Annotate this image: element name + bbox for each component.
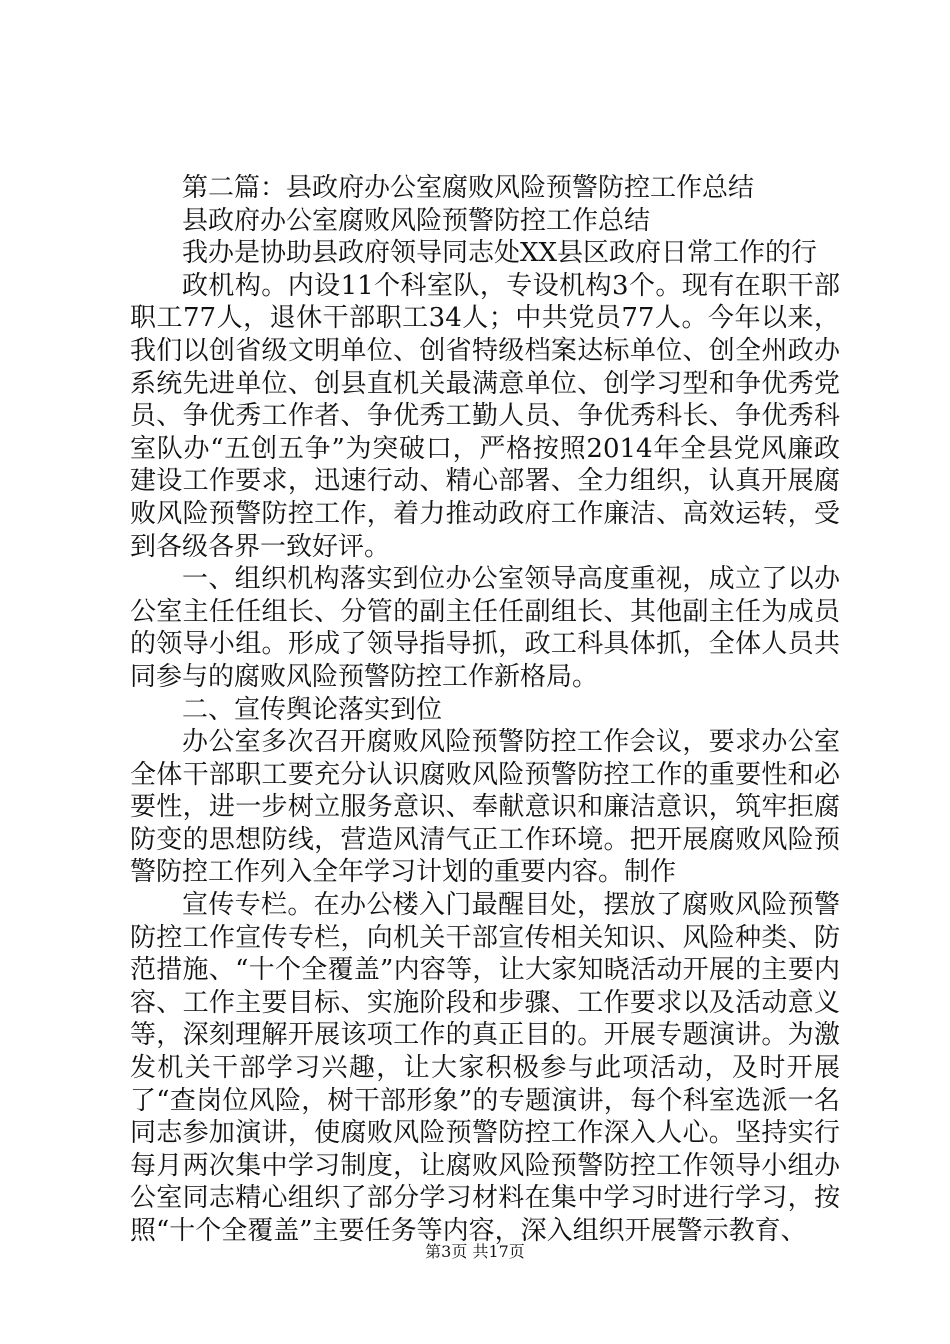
document-body: [130, 172, 840, 1248]
heading-publicity: 二、宣传舆论落实到位: [182, 694, 443, 725]
section-title: 第二篇：县政府办公室腐败风险预警防控工作总结: [182, 173, 755, 203]
paragraph-publicity-column: 宣传专栏。在办公楼入门最醒目处，摆放了腐败风险预警防控工作宣传专栏，向机关干部宣传相关知识、风险种类、防范措施、“十个全覆盖”内容等，让大家知晓活动开展的主要内容、工作主要目标、实施阶段和步骤、工作要求以及活动意义等，深刻理解开展该项工作的真正目的。开展专题演讲。为激发机关干部学习兴趣，让大家积极参与此项活动，及时开展了“查岗位风险，树干部形象”的专题演讲，每个科室选派一名同志参加演讲，使腐败风险预警防控工作深入人心。坚持实行每月两次集中学习制度，让腐败风险预警防控工作领导小组办公室同志精心组织了部分学习材料在集中学习时进行学习，按照“十个全覆盖”主要任务等内容，深入组织开展警示教育、: [130, 890, 840, 1246]
paragraph-intro-body: 政机构。内设11个科室队，专设机构3个。现有在职干部职工77人，退休干部职工34人；中共党员77人。今年以来，我们以创省级文明单位、创省特级档案达标单位、创全州政办系统先进单位、创县直机关最满意单位、创学习型和争优秀党员、争优秀工作者、争优秀工勤人员、争优秀科长、争优秀科室队办“五创五争”为突破口，严格按照2014年全县党风廉政建设工作要求，迅速行动、精心部署、全力组织，认真开展腐败风险预警防控工作，着力推动政府工作廉洁、高效运转，受到各级各界一致好评。: [130, 270, 840, 562]
paragraph-intro-first-line: 我办是协助县政府领导同志处XX县区政府日常工作的行: [182, 238, 818, 269]
document-subtitle: 县政府办公室腐败风险预警防控工作总结: [182, 205, 651, 236]
page-number: 第3页 共17页: [425, 1242, 525, 1261]
paragraph-organization: 一、组织机构落实到位办公室领导高度重视，成立了以办公室主任任组长、分管的副主任任副组长、其他副主任为成员的领导小组。形成了领导指导抓，政工科具体抓，全体人员共同参与的腐败风险预警防控工作新格局。: [130, 564, 840, 692]
paragraph-meetings: 办公室多次召开腐败风险预警防控工作会议，要求办公室全体干部职工要充分认识腐败风险预警防控工作的重要性和必要性，进一步树立服务意识、奉献意识和廉洁意识，筑牢拒腐防变的思想防线，营造风清气正工作环境。把开展腐败风险预警防控工作列入全年学习计划的重要内容。制作: [130, 727, 840, 888]
